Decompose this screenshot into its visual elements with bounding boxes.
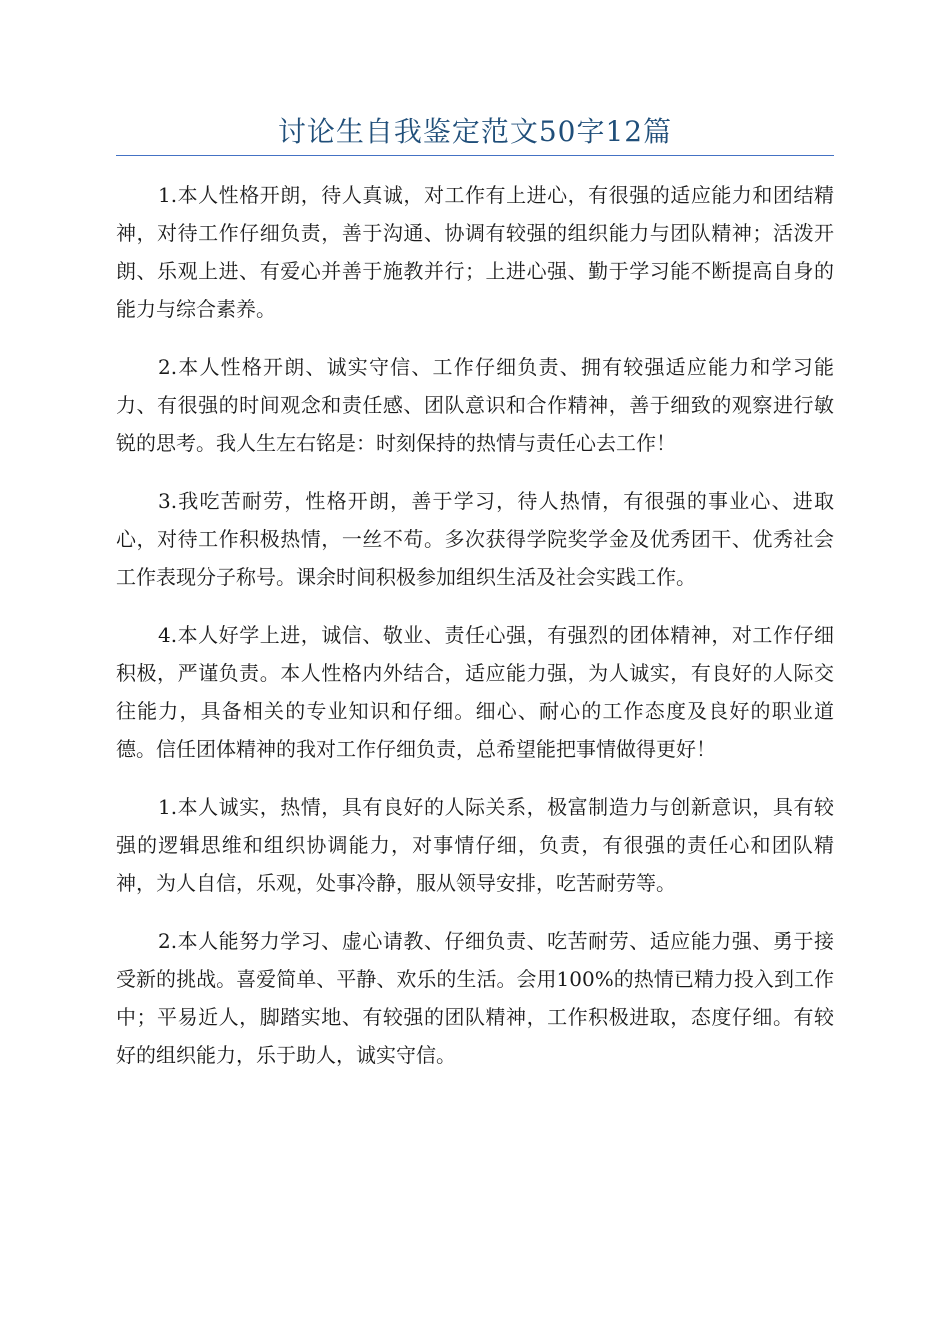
document-title: 讨论生自我鉴定范文50字12篇 — [277, 115, 673, 148]
paragraph-5: 1.本人诚实，热情，具有良好的人际关系，极富制造力与创新意识，具有较强的逻辑思维和组织协调能力，对事情仔细，负责，有很强的责任心和团队精神，为人自信，乐观，处事冷静，服从领导安排，吃苦耐劳等。 — [116, 795, 834, 895]
paragraph-2: 2.本人性格开朗、诚实守信、工作仔细负责、拥有较强适应能力和学习能力、有很强的时间观念和责任感、团队意识和合作精神，善于细致的观察进行敏锐的思考。我人生左右铭是：时刻保持的热情与责任心去工作！ — [116, 355, 834, 455]
title-underline — [116, 155, 834, 156]
paragraph-4: 4.本人好学上进，诚信、敬业、责任心强，有强烈的团体精神，对工作仔细积极，严谨负责。本人性格内外结合，适应能力强，为人诚实，有良好的人际交往能力，具备相关的专业知识和仔细。细心、耐心的工作态度及良好的职业道德。信任团体精神的我对工作仔细负责，总希望能把事情做得更好！ — [116, 623, 834, 761]
paragraph-3: 3.我吃苦耐劳，性格开朗，善于学习，待人热情，有很强的事业心、进取心，对待工作积极热情，一丝不苟。多次获得学院奖学金及优秀团干、优秀社会工作表现分子称号。课余时间积极参加组织生活及社会实践工作。 — [116, 489, 834, 589]
paragraph-1: 1.本人性格开朗，待人真诚，对工作有上进心，有很强的适应能力和团结精神，对待工作仔细负责，善于沟通、协调有较强的组织能力与团队精神；活泼开朗、乐观上进、有爱心并善于施教并行；上进心强、勤于学习能不断提高自身的能力与综合素养。 — [116, 183, 834, 321]
paragraph-6: 2.本人能努力学习、虚心请教、仔细负责、吃苦耐劳、适应能力强、勇于接受新的挑战。喜爱简单、平静、欢乐的生活。会用100%的热情已精力投入到工作中；平易近人，脚踏实地、有较强的团队精神，工作积极进取，态度仔细。有较好的组织能力，乐于助人，诚实守信。 — [116, 929, 834, 1067]
document-body — [116, 176, 834, 1094]
